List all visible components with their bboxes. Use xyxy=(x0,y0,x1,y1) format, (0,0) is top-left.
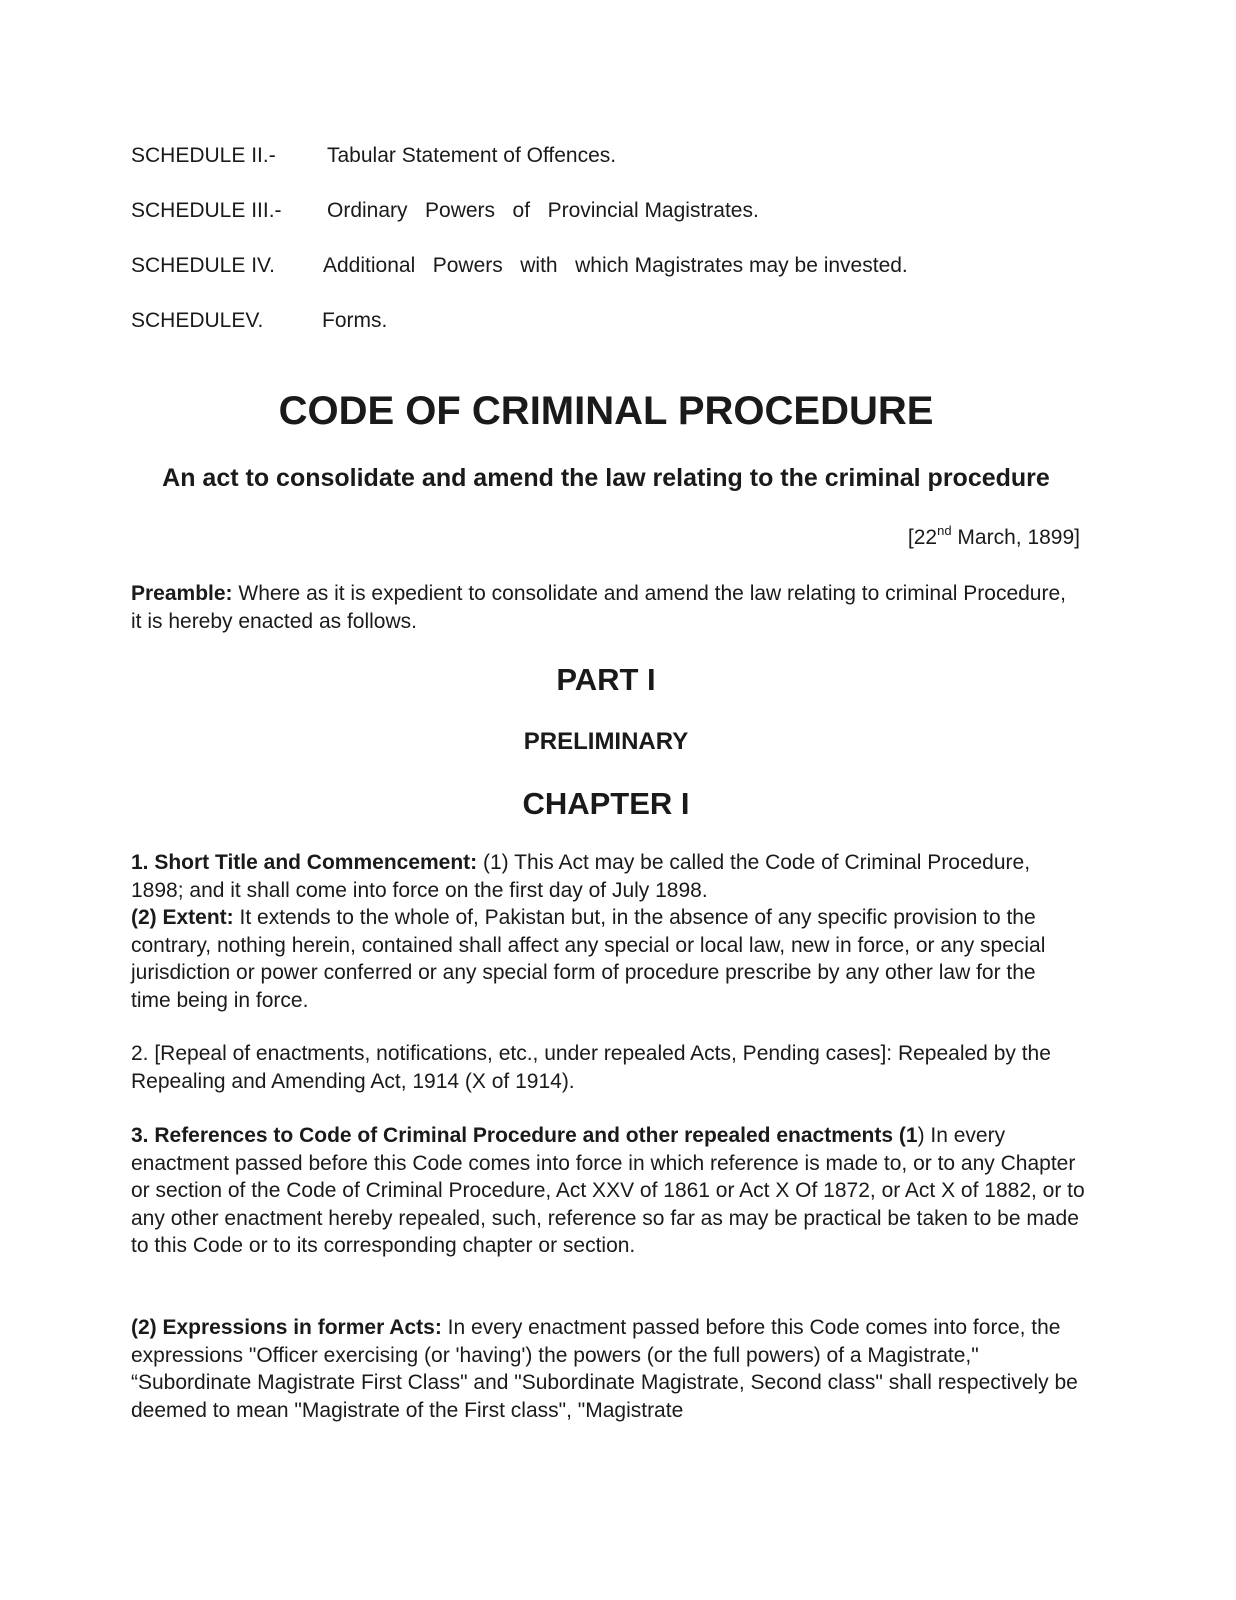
preliminary-heading: PRELIMINARY xyxy=(523,728,689,755)
section-2: 2. [Repeal of enactments, notifications, etc., under repealed Acts, Pending cases]: Repealed by the Repealing and Amending Act, 1914 (X of 1914). xyxy=(131,1042,1051,1093)
chapter-heading: CHAPTER I xyxy=(522,786,690,821)
date-suffix: March, 1899] xyxy=(951,526,1080,549)
document-subtitle: An act to consolidate and amend the law relating to the criminal procedure xyxy=(162,464,1050,492)
section-3 xyxy=(131,1122,1086,1260)
enactment-date xyxy=(908,524,1080,552)
schedule-label: SCHEDULEV. xyxy=(131,309,264,332)
section-1-text: (1) This Act may be called the Code of Criminal Procedure, 1898; and it shall come into force on the first day of July 1898. xyxy=(131,851,1031,902)
schedule-desc: Additional Powers with which Magistrates may be invested. xyxy=(323,254,908,277)
section-1-label: 1. Short Title and Commencement: xyxy=(131,851,478,874)
section-1-2-text: It extends to the whole of, Pakistan but, in the absence of any specific provision to the contrary, nothing herein, contained shall affect any special or local law, new in force, or any special jurisdiction or power conferred or any special form of procedure prescribe by any other law for the time being in force. xyxy=(131,906,1046,1012)
section-3-text: ) In every enactment passed before this Code comes into force in which reference is made to, or to any Chapter or section of the Code of Criminal Procedure, Act XXV of 1861 or Act X Of 1872, or Act X of 1882, or to any other enactment hereby repealed, such, reference so far as may be practical be taken to be made to this Code or to its corresponding chapter or section. xyxy=(131,1124,1085,1257)
preamble-text: Where as it is expedient to consolidate and amend the law relating to criminal Procedure, it is hereby enacted as follows. xyxy=(131,582,1066,633)
section-3-2-text: In every enactment passed before this Code comes into force, the expressions "Officer exercising (or 'having') the powers (or the full powers) of a Magistrate," “Subordinate Magistrate First Class" and "Subordinate Magistrate, Second class" shall respectively be deemed to mean "Magistrate of the First class", "Magistrate xyxy=(131,1316,1078,1422)
date-superscript: nd xyxy=(937,523,952,538)
part-heading: PART I xyxy=(556,662,656,697)
preamble xyxy=(131,580,1081,635)
section-3-label: 3. References to Code of Criminal Procedure and other repealed enactments (1 xyxy=(131,1124,918,1147)
schedule-desc: Forms. xyxy=(322,309,388,332)
section-1 xyxy=(131,849,1051,1014)
section-1-2-label: (2) Extent: xyxy=(131,906,234,929)
section-3-2-label: (2) Expressions in former Acts: xyxy=(131,1316,442,1339)
date-prefix: [22 xyxy=(907,526,938,549)
schedule-label: SCHEDULE IV. xyxy=(131,254,275,277)
schedule-desc: Tabular Statement of Offences. xyxy=(327,144,617,167)
preamble-label: Preamble: xyxy=(131,582,233,605)
schedule-desc: Ordinary Powers of Provincial Magistrates. xyxy=(327,199,759,222)
schedule-label: SCHEDULE III.- xyxy=(131,199,282,222)
schedule-label: SCHEDULE II.- xyxy=(131,144,276,167)
document-title: CODE OF CRIMINAL PROCEDURE xyxy=(278,389,934,433)
section-3-2 xyxy=(131,1314,1086,1424)
